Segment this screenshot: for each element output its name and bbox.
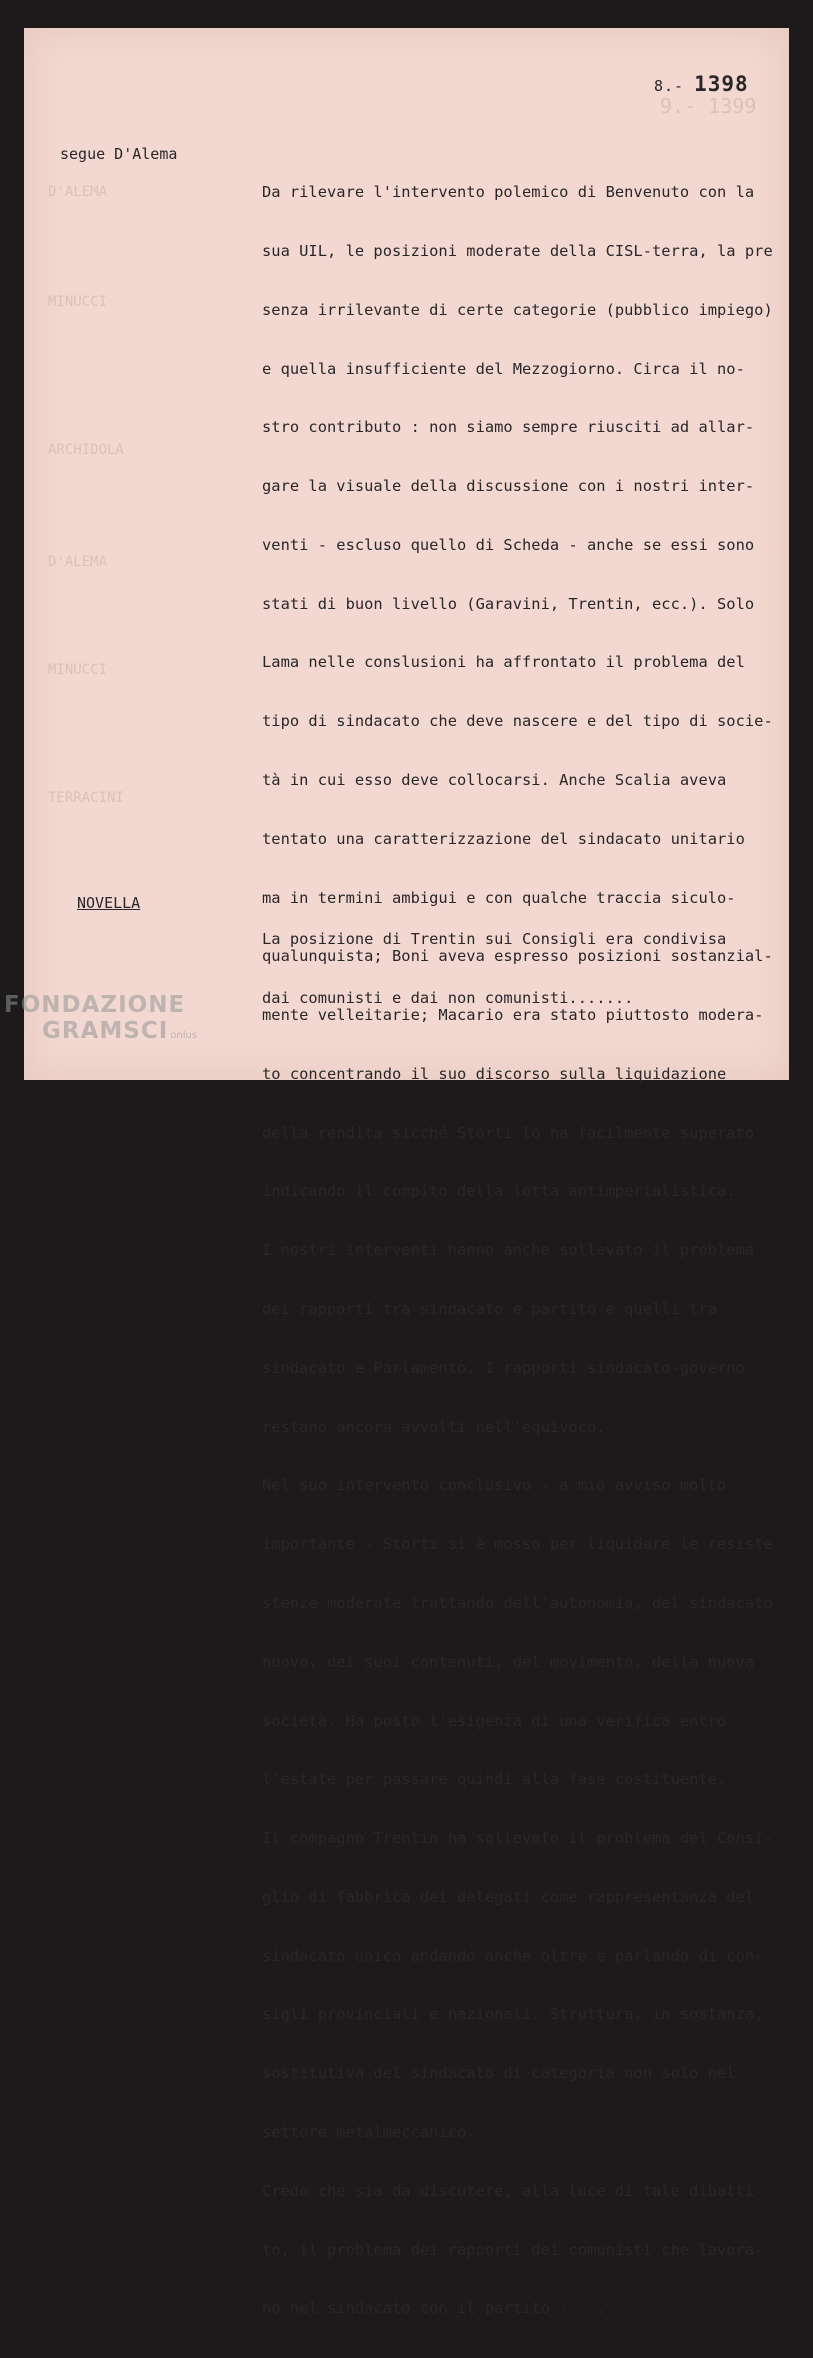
text-line: senza irrilevante di certe categorie (pubblico impiego) bbox=[262, 300, 773, 319]
text-line: stenze moderate trattando dell'autonomia, del sindacato bbox=[262, 1593, 773, 1612]
bleed-through-text: D'ALEMA bbox=[48, 554, 108, 570]
text-line: dai comunisti e dai non comunisti....... bbox=[262, 988, 634, 1007]
text-line: sua UIL, le posizioni moderate della CISL-terra, la pre bbox=[262, 241, 773, 260]
text-line: mente velleitarie; Macario era stato piuttosto modera- bbox=[262, 1006, 764, 1025]
text-line: della rendita sicché Storti lo ha facilmente superato bbox=[262, 1123, 755, 1142]
bleed-through-text: MINUCCI bbox=[48, 662, 108, 678]
text-line: sindacato e Parlamento. I rapporti sindacato-governo bbox=[262, 1358, 745, 1377]
text-line: e quella insufficiente del Mezzogiorno. Circa il no- bbox=[262, 359, 745, 378]
text-line: tipo di sindacato che deve nascere e del tipo di socie- bbox=[262, 712, 773, 731]
text-line: dei rapporti tra sindacato e partito e quelli tra bbox=[262, 1300, 718, 1319]
bleed-through-text: MINUCCI bbox=[48, 294, 108, 310]
text-line: nuovo, dei suoi contenuti, del movimento, della nuova bbox=[262, 1652, 755, 1671]
watermark-line1: FONDAZIONE bbox=[4, 992, 186, 1018]
text-line: sigli provinciali e nazionali. Struttura, in sostanza, bbox=[262, 2005, 764, 2024]
text-line: to, il problema dei rapporti dei comunisti che lavora- bbox=[262, 2240, 764, 2259]
archive-watermark-logo bbox=[4, 992, 197, 1049]
text-line: venti - escluso quello di Scheda - anche se essi sono bbox=[262, 535, 755, 554]
text-line: Il compagno Trentin ha sollevato il problema del Consi- bbox=[262, 1829, 773, 1848]
text-line: stro contributo : non siamo sempre riusciti ad allar- bbox=[262, 418, 755, 437]
text-line: Nel suo intervento conclusivo - a mio avviso molto bbox=[262, 1476, 727, 1495]
page-number-prefix: 8.- bbox=[654, 77, 685, 95]
text-line: ma in termini ambigui e con qualche traccia siculo- bbox=[262, 888, 736, 907]
text-line: sindacato unico andando anche oltre e parlando di con- bbox=[262, 1946, 764, 1965]
section-label-novella: NOVELLA bbox=[77, 894, 141, 912]
text-line: settore metalmeccanico. bbox=[262, 2122, 476, 2141]
text-line: glio di fabbrica dei delegati come rappresentanza del bbox=[262, 1887, 755, 1906]
section-body-dalema bbox=[262, 144, 802, 2358]
text-line: società. Ha posto l'esigenza di una verifica entro bbox=[262, 1711, 727, 1730]
text-line: gare la visuale della discussione con i nostri inter- bbox=[262, 477, 755, 496]
text-line: La posizione di Trentin sui Consigli era condivisa bbox=[262, 930, 727, 949]
text-line: qualunquista; Boni aveva espresso posizioni sostanzial- bbox=[262, 947, 773, 966]
text-line: to concentrando il suo discorso sulla liquidazione bbox=[262, 1064, 727, 1083]
bleed-through-text: TERRACINI bbox=[48, 790, 124, 806]
text-line: Credo che sia da discutere, alla luce di tale dibatti- bbox=[262, 2181, 764, 2200]
bleed-through-text: D'ALEMA bbox=[48, 184, 108, 200]
document-page bbox=[24, 28, 789, 2318]
text-line: indicando il compito della lotta antimperialistica. bbox=[262, 1182, 736, 1201]
bleed-through-text: ARCHIDOLA bbox=[48, 442, 124, 458]
text-line: no nel sindacato con il partito...... bbox=[262, 2299, 606, 2318]
section-body-novella bbox=[262, 888, 802, 1048]
section-label-dalema: segue D'Alema bbox=[60, 145, 178, 163]
text-line: I nostri interventi hanno anche sollevato il problema bbox=[262, 1241, 755, 1260]
text-line: l'estate per passare quindi alla fase costituente. bbox=[262, 1770, 727, 1789]
watermark-line2: GRAMSCI bbox=[42, 1018, 169, 1044]
text-line: importante - Storti si è mosso per liquidare le resiste bbox=[262, 1535, 773, 1554]
text-line: tentato una caratterizzazione del sindacato unitario bbox=[262, 829, 745, 848]
watermark-suffix: onlus bbox=[170, 1030, 198, 1041]
text-line: tà in cui esso deve collocarsi. Anche Scalia aveva bbox=[262, 771, 727, 789]
page-number-value: 1398 bbox=[694, 72, 749, 96]
text-line: stati di buon livello (Garavini, Trentin, ecc.). Solo bbox=[262, 594, 755, 613]
page-number bbox=[654, 72, 749, 96]
bleed-through-number: 9.- 1399 bbox=[660, 94, 757, 118]
text-line: sostitutiva del sindacato di categoria non solo nel bbox=[262, 2064, 736, 2083]
text-line: Lama nelle conslusioni ha affrontato il problema del bbox=[262, 653, 745, 672]
text-line: restano ancora avvolti nell'equivoco. bbox=[262, 1417, 606, 1436]
text-line: Da rilevare l'intervento polemico di Benvenuto con la bbox=[262, 183, 755, 202]
